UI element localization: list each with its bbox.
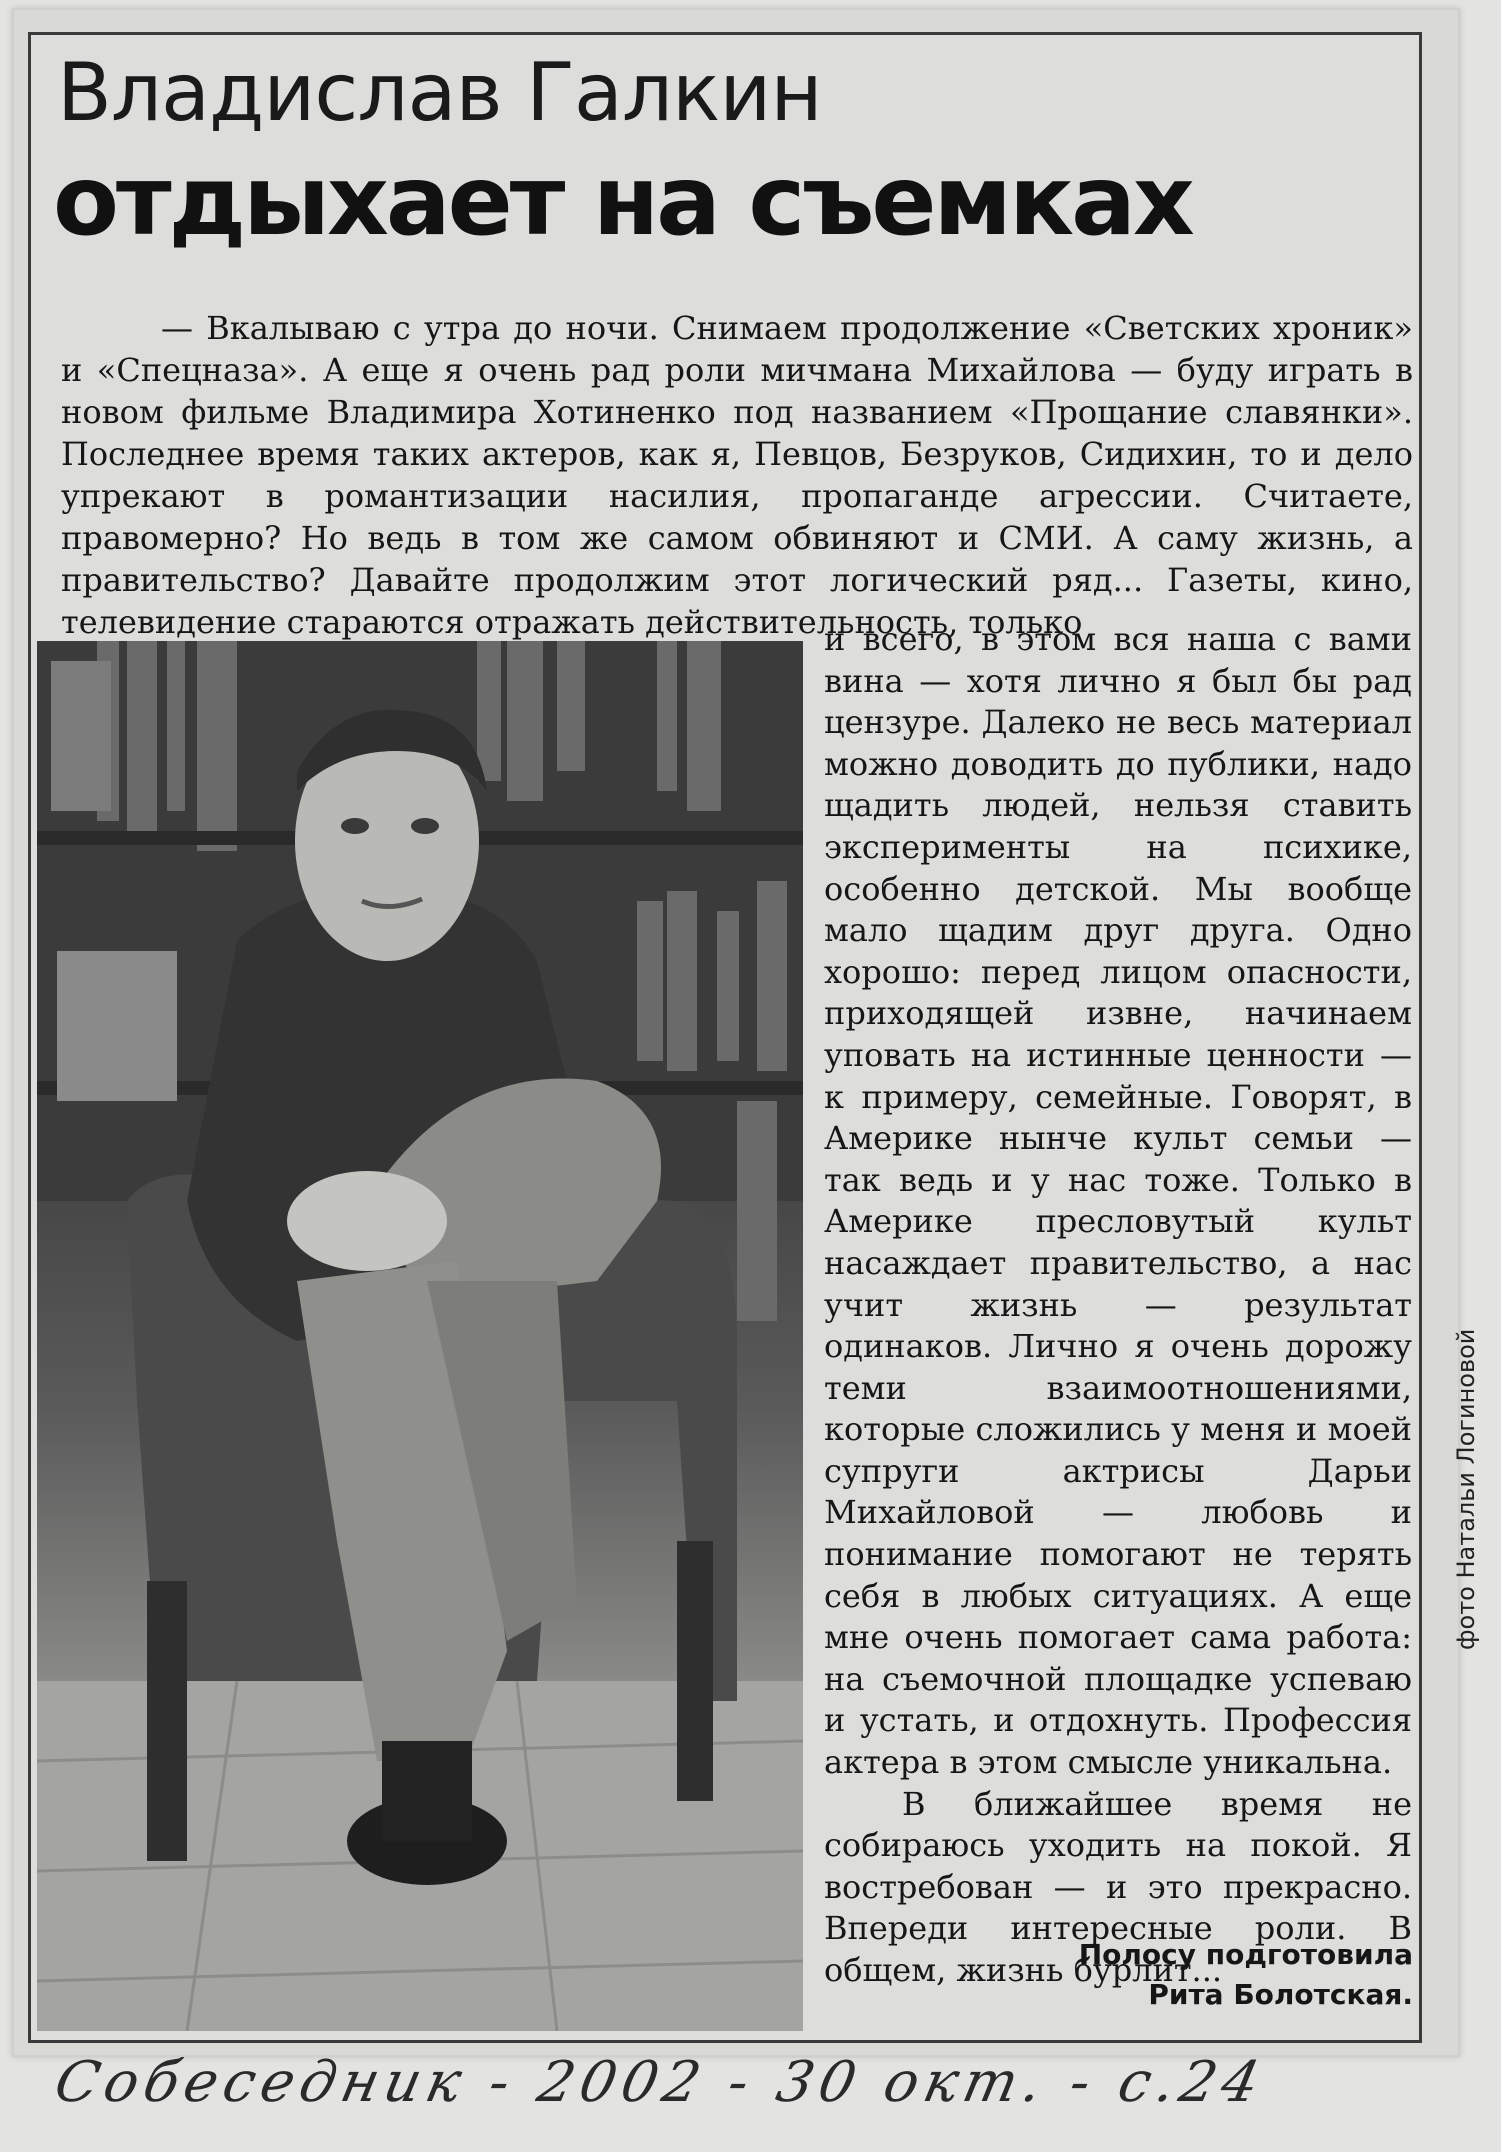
photo-illustration [37, 641, 803, 2031]
article-intro [61, 307, 1413, 643]
headline-name: Владислав Галкин [57, 46, 822, 139]
byline-prepared-by: Полосу подготовила [1078, 1938, 1413, 1971]
photo-credit: фото Натальи Логиновой [1452, 1328, 1480, 1650]
byline-author: Рита Болотская. [1148, 1978, 1413, 2011]
headline-subtitle: отдыхает на съемках [53, 145, 1192, 257]
intro-paragraph: — Вкалываю с утра до ночи. Снимаем продолжение «Светских хроник» и «Спецназа». А еще я очень рад роли мичмана Михайлова — буду играть в новом фильме Владимира Хотиненко под названием «Прощание славянки». Последнее время таких актеров, как я, Певцов, Безруков, Сидихин, то и дело упрекают в романтизации насилия, пропаганде агрессии. Считаете, правомерно? Но ведь в том же самом обвиняют и СМИ. А саму жизнь, а правительство? Давайте продолжим этот логический ряд... Газеты, кино, телевидение стараются отражать действительность, только [61, 309, 1413, 641]
article-photo [37, 641, 803, 2031]
article-column [824, 619, 1412, 1992]
closing-paragraph: В ближайшее время не собираюсь уходить на покой. Я востребован — и это прекрасно. Впереди интересные роли. В общем, жизнь бурлит... [824, 1784, 1412, 1989]
column-paragraph: и всего, в этом вся наша с вами вина — хотя лично я был бы рад цензуре. Далеко не весь материал можно доводить до публики, надо щадить людей, нельзя ставить эксперименты на психике, особенно детской. Мы вообще мало щадим друг друга. Одно хорошо: перед лицом опасности, приходящей извне, начинаем уповать на истинные ценности — к примеру, семейные. Говорят, в Америке нынче культ семьи — так ведь и у нас тоже. Только в Америке пресловутый культ насаждает правительство, а нас учит жизнь — результат одинаков. Лично я очень дорожу теми взаимоотношениями, которые сложились у меня и моей супруги актрисы Дарьи Михайловой — любовь и понимание помогают не терять себя в любых ситуациях. А еще мне очень помогает сама работа: на съемочной площадке успеваю и устать, и отдохнуть. Профессия актера в этом смысле уникальна. [824, 620, 1412, 1782]
article-frame [28, 32, 1422, 2043]
byline [919, 1935, 1413, 2015]
newspaper-clipping [12, 8, 1480, 2057]
handwritten-source-note: Собеседник - 2002 - 30 окт. - с.24 [49, 2050, 1271, 2115]
